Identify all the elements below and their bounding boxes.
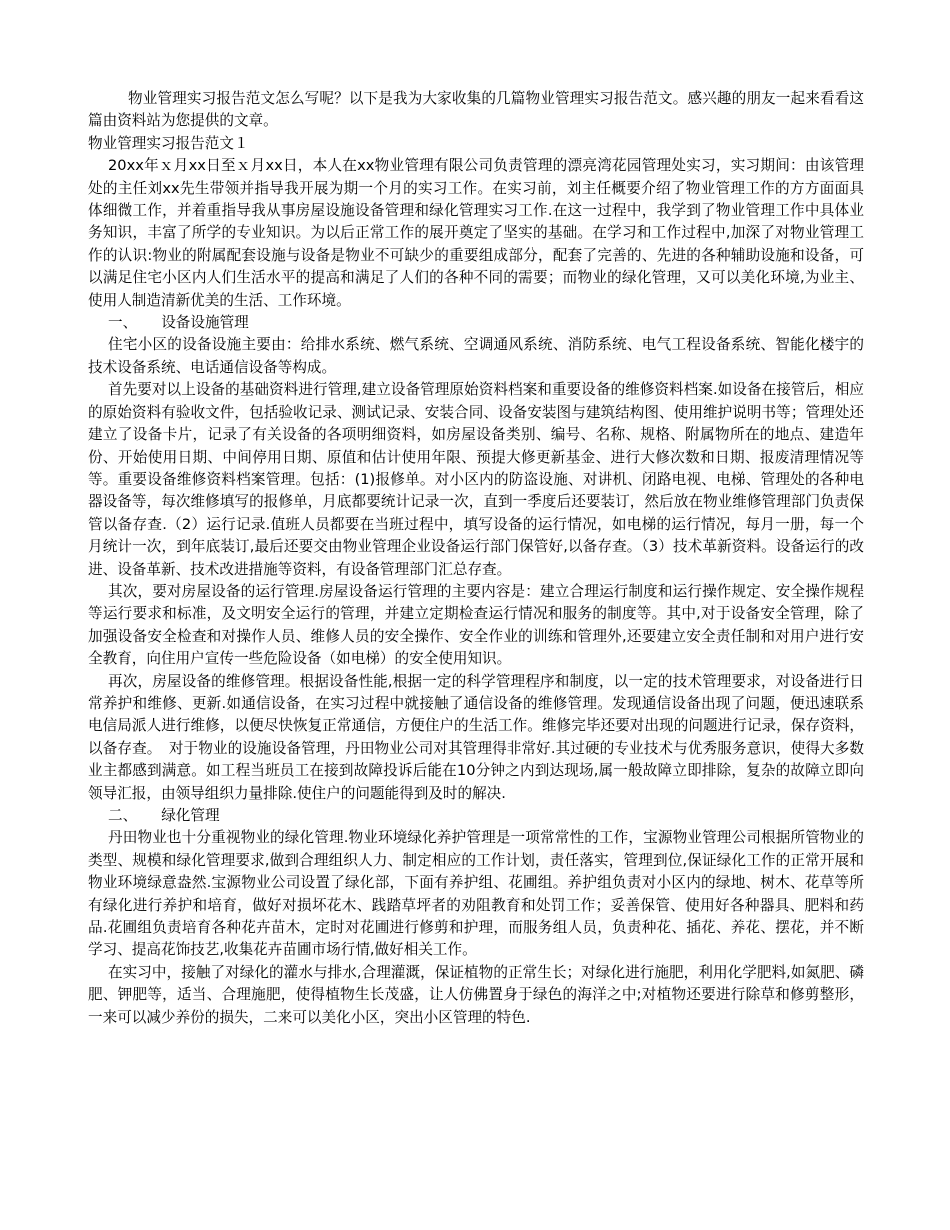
body-paragraph: 在实习中，接触了对绿化的灌水与排水,合理灌溉，保证植物的正常生长；对绿化进行施肥，利用化学肥料,如氮肥、磷肥、钾肥等，适当、合理施肥，使得植物生长茂盛，让人仿佛置身于绿色的海洋之中;对植物还要进行除草和修剪整形，一来可以减少养份的损失，二来可以美化小区，突出小区管理的特色. (88, 963, 864, 1026)
body-paragraph: 住宅小区的设备设施主要由：给排水系统、燃气系统、空调通风系统、消防系统、电气工程设备系统、智能化楼宇的技术设备系统、电话通信设备等构成。 (88, 336, 864, 376)
section-number: 一、 (108, 314, 138, 332)
document-body (88, 88, 864, 1029)
body-paragraph: 其次，要对房屋设备的运行管理.房屋设备运行管理的主要内容是：建立合理运行制度和运行操作规定、安全操作规程等运行要求和标准，及文明安全运行的管理，并建立定期检查运行情况和服务的制度等。其中,对于设备安全管理，除了加强设备安全检查和对操作人员、维修人员的安全操作、安全作业的训练和管理外,还要建立安全责任制和对用户进行安全教育，向住用户宣传一些危险设备（如电梯）的安全使用知识。 (88, 582, 864, 668)
section-title: 设备设施管理 (161, 314, 249, 332)
section-heading-2 (88, 805, 864, 827)
section-title: 绿化管理 (161, 807, 220, 824)
body-paragraph: 再次，房屋设备的维修管理。根据设备性能,根据一定的科学管理程序和制度，以一定的技术管理要求，对设备进行日常养护和维修、更新.如通信设备，在实习过程中就接触了通信设备的维修管理。发现通信设备出现了问题，便迅速联系电信局派人进行维修，以便尽快恢复正常通信，方便住户的生活工作。维修完毕还要对出现的问题进行记录，保存资料，以备存查。 对于物业的设施设备管理，丹田物业公司对其管理得非常好.其过硬的专业技术与优秀服务意识，使得大多数业主都感到满意。如工程当班员工在接到故障投诉后能在10分钟之内到达现场,属一般故障立即排除，复杂的故障立即向领导汇报，由领导组织力量排除.使住户的问题能得到及时的解决. (88, 672, 864, 802)
body-paragraph: 首先要对以上设备的基础资料进行管理,建立设备管理原始资料档案和重要设备的维修资料档案.如设备在接管后，相应的原始资料有验收文件，包括验收记录、测试记录、安装合同、设备安装图与建筑结构图、使用维护说明书等；管理处还建立了设备卡片，记录了有关设备的各项明细资料，如房屋设备类别、编号、名称、规格、附属物所在的地点、建造年份、开始使用日期、中间停用日期、原值和估计使用年限、预提大修更新基金、进行大修次数和日期、报废清理情况等等。重要设备维修资料档案管理。包括：(1)报修单。对小区内的防盗设施、对讲机、闭路电视、电梯、管理处的各种电器设备等，每次维修填写的报修单，月底都要统计记录一次，直到一季度后还要装订，然后放在物业维修管理部门负责保管以备存查.（2）运行记录.值班人员都要在当班过程中，填写设备的运行情况，如电梯的运行情况，每月一册，每一个月统计一次，到年底装订,最后还要交由物业管理企业设备运行部门保管好,以备存查。（3）技术革新资料。设备运行的改进、设备革新、技术改进措施等资料，有设备管理部门汇总存查。 (88, 381, 864, 578)
article-title: 物业管理实习报告范文１ (88, 134, 249, 152)
body-paragraph: 丹田物业也十分重视物业的绿化管理.物业环境绿化养护管理是一项常常性的工作，宝源物业管理公司根据所管物业的类型、规模和绿化管理要求,做到合理组织人力、制定相应的工作计划，责任落实，管理到位,保证绿化工作的正常开展和物业环境绿意盎然.宝源物业公司设置了绿化部，下面有养护组、花圃组。养护组负责对小区内的绿地、树木、花草等所有绿化进行养护和培育，做好对损坏花木、践踏草坪者的劝阻教育和处罚工作；妥善保管、使用好各种器具、肥料和药品.花圃组负责培育各种花卉苗木，定时对花圃进行修剪和护理，而服务组人员，负责种花、插花、养花、摆花，并不断学习、提高花饰技艺,收集花卉苗圃市场行情,做好相关工作。 (88, 829, 864, 959)
body-paragraph: 20xx年ｘ月xx日至ｘ月xx日，本人在xx物业管理有限公司负责管理的漂亮湾花园管理处实习，实习期间：由该管理处的主任刘xx先生带领并指导我开展为期一个月的实习工作。在实习前，刘主任概要介绍了物业管理工作的方方面面具体细微工作，并着重指导我从事房屋设施设备管理和绿化管理实习工作.在这一过程中，我学到了物业管理工作中具体业务知识，丰富了所学的专业知识。为以后正常工作的展开奠定了坚实的基础。在学习和工作过程中,加深了对物业管理工作的认识:物业的附属配套设施与设备是物业不可缺少的重要组成部分，配套了完善的、先进的各种辅助设施和设备，可以满足住宅小区内人们生活水平的提高和满足了人们的各种不同的需要；而物业的绿化管理，又可以美化环境,为业主、使用人制造清新优美的生活、工作环境。 (88, 157, 864, 309)
intro-paragraph: 物业管理实习报告范文怎么写呢？以下是我为大家收集的几篇物业管理实习报告范文。感兴趣的朋友一起来看看这篇由资料站为您提供的文章。 (88, 90, 864, 130)
section-number: 二、 (108, 807, 138, 824)
section-heading-1 (88, 312, 864, 334)
